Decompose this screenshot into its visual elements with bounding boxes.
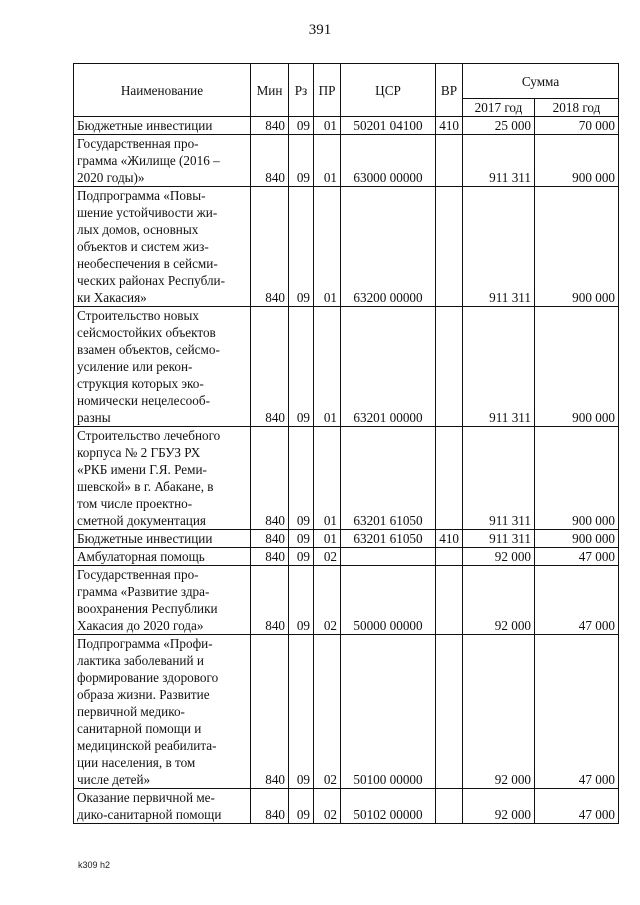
row-csr: 50100 00000 — [341, 635, 436, 789]
row-2017: 911 311 — [463, 135, 535, 187]
row-vr: 410 — [436, 117, 463, 135]
row-2018: 47 000 — [535, 548, 619, 566]
row-min: 840 — [251, 530, 289, 548]
row-2018: 47 000 — [535, 566, 619, 635]
row-rz: 09 — [289, 117, 314, 135]
row-name: Оказание первичной ме- дико-санитарной помощи — [74, 789, 251, 824]
row-2018: 900 000 — [535, 135, 619, 187]
row-min: 840 — [251, 566, 289, 635]
table-row — [74, 135, 619, 187]
table-row — [74, 427, 619, 530]
row-2017: 92 000 — [463, 566, 535, 635]
row-2018: 900 000 — [535, 530, 619, 548]
table-row — [74, 187, 619, 307]
row-pr: 02 — [314, 789, 341, 824]
table-row — [74, 566, 619, 635]
row-rz: 09 — [289, 635, 314, 789]
table-row — [74, 117, 619, 135]
table-row — [74, 789, 619, 824]
row-2018: 47 000 — [535, 635, 619, 789]
row-min: 840 — [251, 635, 289, 789]
row-csr: 50000 00000 — [341, 566, 436, 635]
row-2018: 900 000 — [535, 187, 619, 307]
row-name: Государственная про- грамма «Развитие здра- воохранения Республики Хакасия до 2020 года» — [74, 566, 251, 635]
row-vr — [436, 307, 463, 427]
row-rz: 09 — [289, 187, 314, 307]
row-min: 840 — [251, 117, 289, 135]
row-name: Амбулаторная помощь — [74, 548, 251, 566]
row-2017: 92 000 — [463, 548, 535, 566]
row-csr — [341, 548, 436, 566]
row-2017: 911 311 — [463, 530, 535, 548]
row-pr: 01 — [314, 117, 341, 135]
row-name: Строительство лечебного корпуса № 2 ГБУЗ РХ «РКБ имени Г.Я. Реми- шевской» в г. Абакане, в том числе проектно- сметной документация — [74, 427, 251, 530]
row-vr — [436, 566, 463, 635]
row-vr — [436, 427, 463, 530]
row-name: Подпрограмма «Повы- шение устойчивости жи- лых домов, основных объектов и систем жиз- необеспечения в сейсми- ческих районах Республи- ки Хакасия» — [74, 187, 251, 307]
row-rz: 09 — [289, 307, 314, 427]
row-2017: 911 311 — [463, 187, 535, 307]
row-rz: 09 — [289, 548, 314, 566]
header-year-2018: 2018 год — [535, 99, 619, 117]
row-min: 840 — [251, 427, 289, 530]
row-min: 840 — [251, 307, 289, 427]
row-min: 840 — [251, 789, 289, 824]
row-2018: 47 000 — [535, 789, 619, 824]
header-csr: ЦСР — [341, 64, 436, 117]
table-row — [74, 635, 619, 789]
row-pr: 02 — [314, 635, 341, 789]
row-2018: 900 000 — [535, 427, 619, 530]
row-csr: 50102 00000 — [341, 789, 436, 824]
row-rz: 09 — [289, 427, 314, 530]
header-pr: ПР — [314, 64, 341, 117]
row-vr — [436, 187, 463, 307]
table-row — [74, 530, 619, 548]
row-2017: 911 311 — [463, 427, 535, 530]
table-row — [74, 548, 619, 566]
row-name: Государственная про- грамма «Жилище (2016 – 2020 годы)» — [74, 135, 251, 187]
row-csr: 63000 00000 — [341, 135, 436, 187]
budget-table — [73, 63, 619, 824]
row-2017: 25 000 — [463, 117, 535, 135]
row-min: 840 — [251, 135, 289, 187]
row-csr: 50201 04100 — [341, 117, 436, 135]
row-name: Бюджетные инвестиции — [74, 117, 251, 135]
row-pr: 01 — [314, 307, 341, 427]
header-sum: Сумма — [463, 64, 619, 99]
row-pr: 01 — [314, 135, 341, 187]
header-min: Мин — [251, 64, 289, 117]
row-2017: 911 311 — [463, 307, 535, 427]
row-vr: 410 — [436, 530, 463, 548]
row-pr: 01 — [314, 187, 341, 307]
row-min: 840 — [251, 187, 289, 307]
row-csr: 63201 00000 — [341, 307, 436, 427]
footer-code: k309 h2 — [78, 860, 111, 870]
row-pr: 02 — [314, 566, 341, 635]
row-csr: 63200 00000 — [341, 187, 436, 307]
row-pr: 01 — [314, 427, 341, 530]
row-2017: 92 000 — [463, 789, 535, 824]
row-csr: 63201 61050 — [341, 530, 436, 548]
page-number: 391 — [308, 22, 332, 38]
row-2017: 92 000 — [463, 635, 535, 789]
row-csr: 63201 61050 — [341, 427, 436, 530]
header-vr: ВР — [436, 64, 463, 117]
row-pr: 02 — [314, 548, 341, 566]
row-rz: 09 — [289, 135, 314, 187]
table-row — [74, 307, 619, 427]
header-rz: Рз — [289, 64, 314, 117]
header-name: Наименование — [74, 64, 251, 117]
row-name: Подпрограмма «Профи- лактика заболеваний и формирование здорового образа жизни. Развитие первичной медико- санитарной помощи и медицинской реабилита- ции населения, в том числе детей» — [74, 635, 251, 789]
row-2018: 900 000 — [535, 307, 619, 427]
row-2018: 70 000 — [535, 117, 619, 135]
row-pr: 01 — [314, 530, 341, 548]
row-rz: 09 — [289, 566, 314, 635]
row-vr — [436, 135, 463, 187]
row-vr — [436, 789, 463, 824]
row-rz: 09 — [289, 789, 314, 824]
row-rz: 09 — [289, 530, 314, 548]
row-name: Строительство новых сейсмостойких объектов взамен объектов, сейсмо- усиление или рекон- струкция которых эко- номически нецелесооб- разны — [74, 307, 251, 427]
row-min: 840 — [251, 548, 289, 566]
header-year-2017: 2017 год — [463, 99, 535, 117]
row-vr — [436, 635, 463, 789]
row-vr — [436, 548, 463, 566]
row-name: Бюджетные инвестиции — [74, 530, 251, 548]
